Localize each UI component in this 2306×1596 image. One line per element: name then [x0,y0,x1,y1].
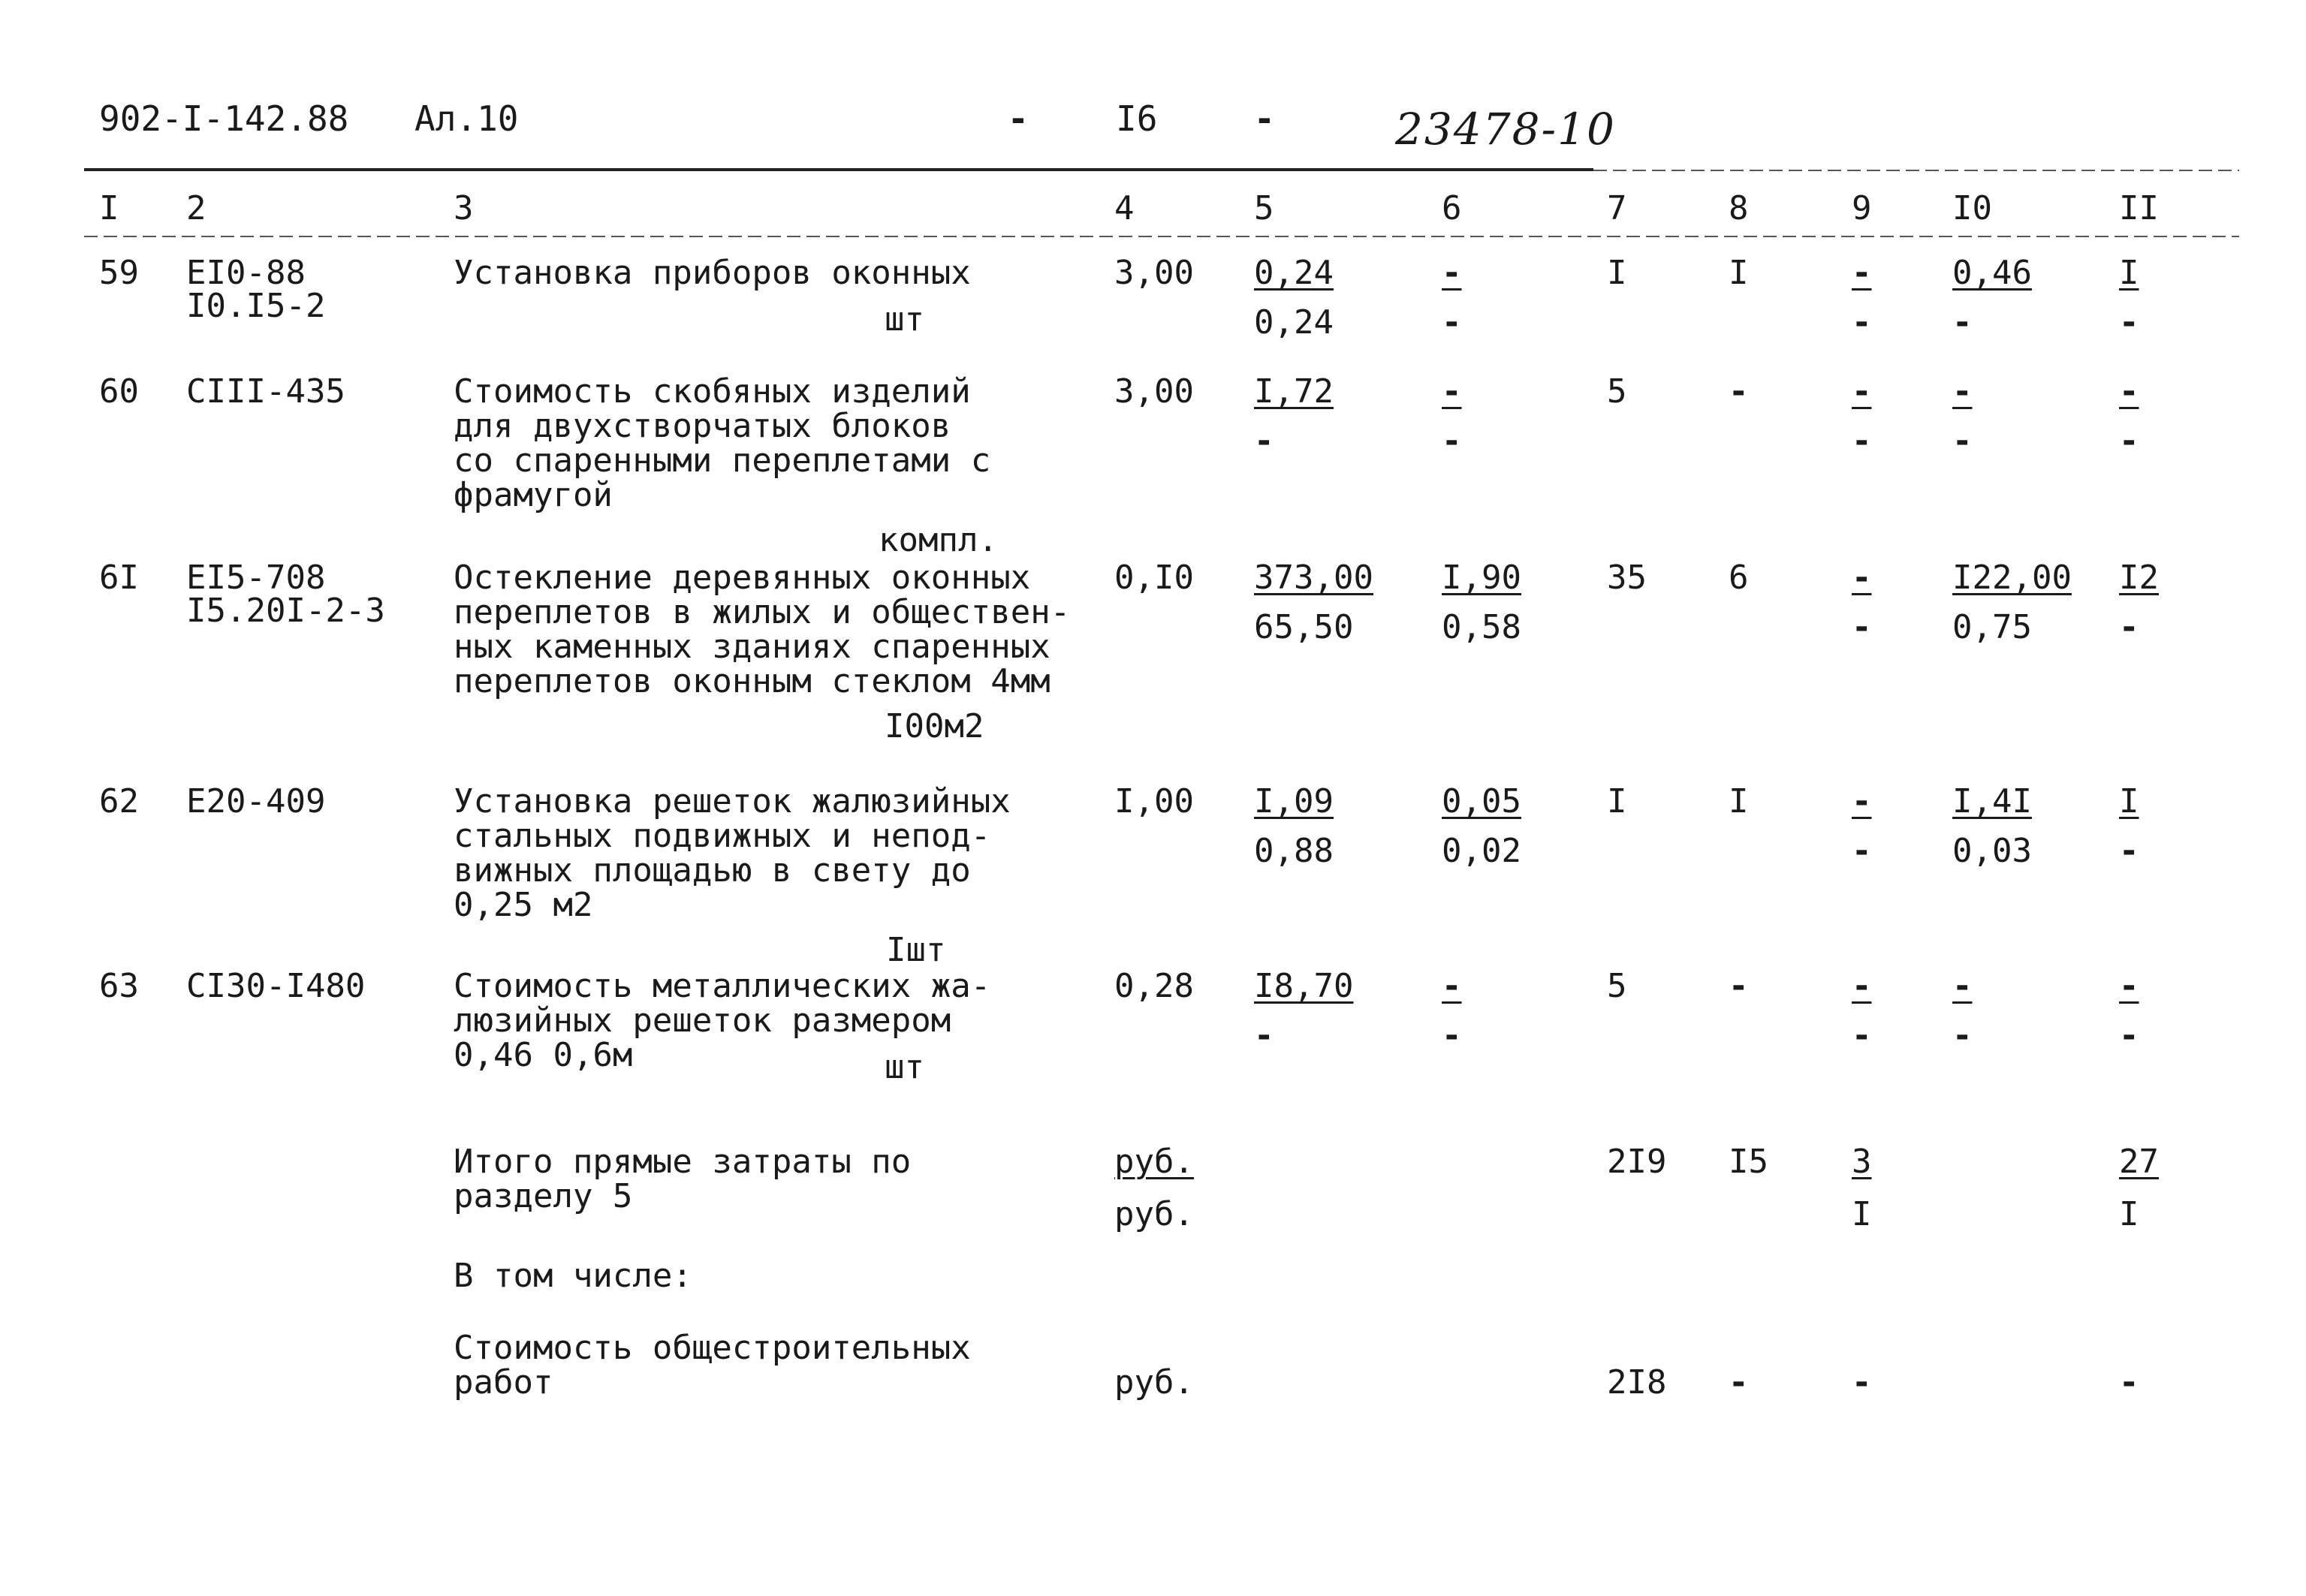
row-code: EI0-88 [186,254,306,292]
row-description: 0,25 м2 [454,886,593,924]
row-col5-top: I,72 [1254,372,1334,411]
header-rule-extension [1593,170,2239,171]
row-unit: I00м2 [885,707,984,745]
row-col9-bottom: - [1852,1016,1872,1055]
row-col11-top: - [2119,372,2139,411]
row-col6-bottom: 0,02 [1442,832,1521,870]
doc-code: 902-I-142.88 [99,98,349,139]
row-unit: компл. [879,521,998,559]
general-works-col7: 2I8 [1607,1363,1667,1402]
totals-col11-top: 27 [2119,1143,2159,1181]
general-works-label: Стоимость общестроительных [454,1329,971,1367]
row-number: 6I [99,559,139,597]
row-number: 63 [99,967,139,1005]
row-col6-top: I,90 [1442,559,1521,597]
column-number-1: I [99,189,119,227]
row-description: Установка приборов оконных [454,254,971,292]
row-col11-top: - [2119,967,2139,1005]
totals-col7: 2I9 [1607,1143,1667,1181]
row-description: фрамугой [454,476,613,514]
row-col10-top: 0,46 [1952,254,2032,292]
column-number-8: 8 [1729,189,1749,227]
row-description: со спаренными переплетами с [454,441,991,480]
row-col11-bottom: - [2119,832,2139,870]
handwritten-number: 23478-10 [1395,104,1616,155]
row-col8: I [1729,254,1749,292]
totals-label: разделу 5 [454,1177,633,1215]
row-description: ных каменных зданиях спаренных [454,628,1051,666]
row-col9-top: - [1852,372,1872,411]
sheet-number: Ал.10 [414,98,519,139]
general-works-unit: руб. [1114,1363,1194,1402]
general-works-label: работ [454,1363,553,1402]
row-col5-bottom: 65,50 [1254,608,1354,646]
row-code: CI30-I480 [186,967,366,1005]
row-col9-bottom: - [1852,422,1872,460]
row-col5-top: 373,00 [1254,559,1373,597]
row-col8: - [1729,372,1749,411]
row-col6-top: - [1442,254,1462,292]
row-description: люзийных решеток размером [454,1001,951,1040]
row-quantity: 0,I0 [1114,559,1194,597]
row-description: вижных площадью в свету до [454,851,971,890]
row-description: Стоимость скобяных изделий [454,372,971,411]
including-label: В том числе: [454,1257,692,1295]
row-col11-top: I [2119,782,2139,821]
row-description: Установка решеток жалюзийных [454,782,1011,821]
row-col11-bottom: - [2119,303,2139,342]
column-number-7: 7 [1607,189,1627,227]
row-col11-top: I2 [2119,559,2159,597]
row-col9-bottom: - [1852,303,1872,342]
row-col6-top: - [1442,967,1462,1005]
column-number-5: 5 [1254,189,1274,227]
totals-col9-bottom: I [1852,1195,1872,1233]
row-col11-bottom: - [2119,1016,2139,1055]
row-description: стальных подвижных и непод- [454,817,991,855]
row-col11-top: I [2119,254,2139,292]
row-col5-bottom: 0,88 [1254,832,1334,870]
column-number-6: 6 [1442,189,1462,227]
header-dash-right: - [1254,98,1275,139]
row-col8: - [1729,967,1749,1005]
row-number: 60 [99,372,139,411]
page-number: I6 [1116,98,1158,139]
totals-col11-bottom: I [2119,1195,2139,1233]
row-unit: шт [885,300,924,339]
row-col10-top: I,4I [1952,782,2032,821]
row-col8: I [1729,782,1749,821]
row-col9-bottom: - [1852,608,1872,646]
row-col7: 5 [1607,967,1627,1005]
row-col9-top: - [1852,967,1872,1005]
row-col9-top: - [1852,254,1872,292]
row-quantity: 3,00 [1114,372,1194,411]
row-col9-top: - [1852,782,1872,821]
row-col9-top: - [1852,559,1872,597]
row-col5-bottom: - [1254,1016,1274,1055]
row-col10-bottom: - [1952,1016,1973,1055]
totals-label: Итого прямые затраты по [454,1143,912,1181]
row-quantity: 0,28 [1114,967,1194,1005]
row-col7: I [1607,782,1627,821]
row-col5-top: 0,24 [1254,254,1334,292]
row-col7: 35 [1607,559,1647,597]
column-number-2: 2 [186,189,206,227]
row-col8: 6 [1729,559,1749,597]
row-code: I0.I5-2 [186,287,326,325]
row-col6-top: - [1442,372,1462,411]
row-col10-top: - [1952,372,1973,411]
row-code: EI5-708 [186,559,326,597]
row-col11-bottom: - [2119,422,2139,460]
row-col10-top: - [1952,967,1973,1005]
column-number-9: 9 [1852,189,1872,227]
totals-col9-top: 3 [1852,1143,1872,1181]
row-unit: шт [885,1048,924,1086]
row-col5-bottom: 0,24 [1254,303,1334,342]
row-code: E20-409 [186,782,326,821]
column-number-3: 3 [454,189,474,227]
row-col10-bottom: - [1952,303,1973,342]
row-col7: 5 [1607,372,1627,411]
general-works-col8: - [1729,1363,1749,1402]
row-col5-top: I8,70 [1254,967,1354,1005]
totals-unit-bottom: руб. [1114,1195,1194,1233]
row-description: переплетов оконным стеклом 4мм [454,662,1051,700]
row-col6-bottom: - [1442,422,1462,460]
header-rule [84,168,1593,171]
row-number: 62 [99,782,139,821]
row-col6-bottom: 0,58 [1442,608,1521,646]
general-works-col11: - [2119,1363,2139,1402]
header-dash-left: - [1008,98,1029,139]
row-col10-bottom: 0,75 [1952,608,2032,646]
row-code: I5.20I-2-3 [186,592,385,630]
row-col5-top: I,09 [1254,782,1334,821]
row-col6-bottom: - [1442,1016,1462,1055]
row-quantity: 3,00 [1114,254,1194,292]
column-number-rule [84,236,2239,237]
column-number-4: 4 [1114,189,1135,227]
row-col6-top: 0,05 [1442,782,1521,821]
column-number-11: II [2119,189,2159,227]
row-col9-bottom: - [1852,832,1872,870]
row-col10-bottom: 0,03 [1952,832,2032,870]
column-number-10: I0 [1952,189,1992,227]
row-col11-bottom: - [2119,608,2139,646]
totals-unit-top: руб. [1114,1143,1194,1181]
row-description: Стоимость металлических жа- [454,967,991,1005]
row-col10-top: I22,00 [1952,559,2072,597]
row-description: 0,46 0,6м [454,1036,633,1074]
row-unit: Iшт [886,931,946,969]
row-code: CIII-435 [186,372,345,411]
row-description: Остекление деревянных оконных [454,559,1031,597]
row-quantity: I,00 [1114,782,1194,821]
row-col10-bottom: - [1952,422,1973,460]
row-description: переплетов в жилых и обществен- [454,593,1071,631]
row-description: для двухстворчатых блоков [454,407,951,445]
general-works-col9: - [1852,1363,1872,1402]
row-col7: I [1607,254,1627,292]
totals-col8: I5 [1729,1143,1768,1181]
row-col6-bottom: - [1442,303,1462,342]
row-col5-bottom: - [1254,422,1274,460]
row-number: 59 [99,254,139,292]
